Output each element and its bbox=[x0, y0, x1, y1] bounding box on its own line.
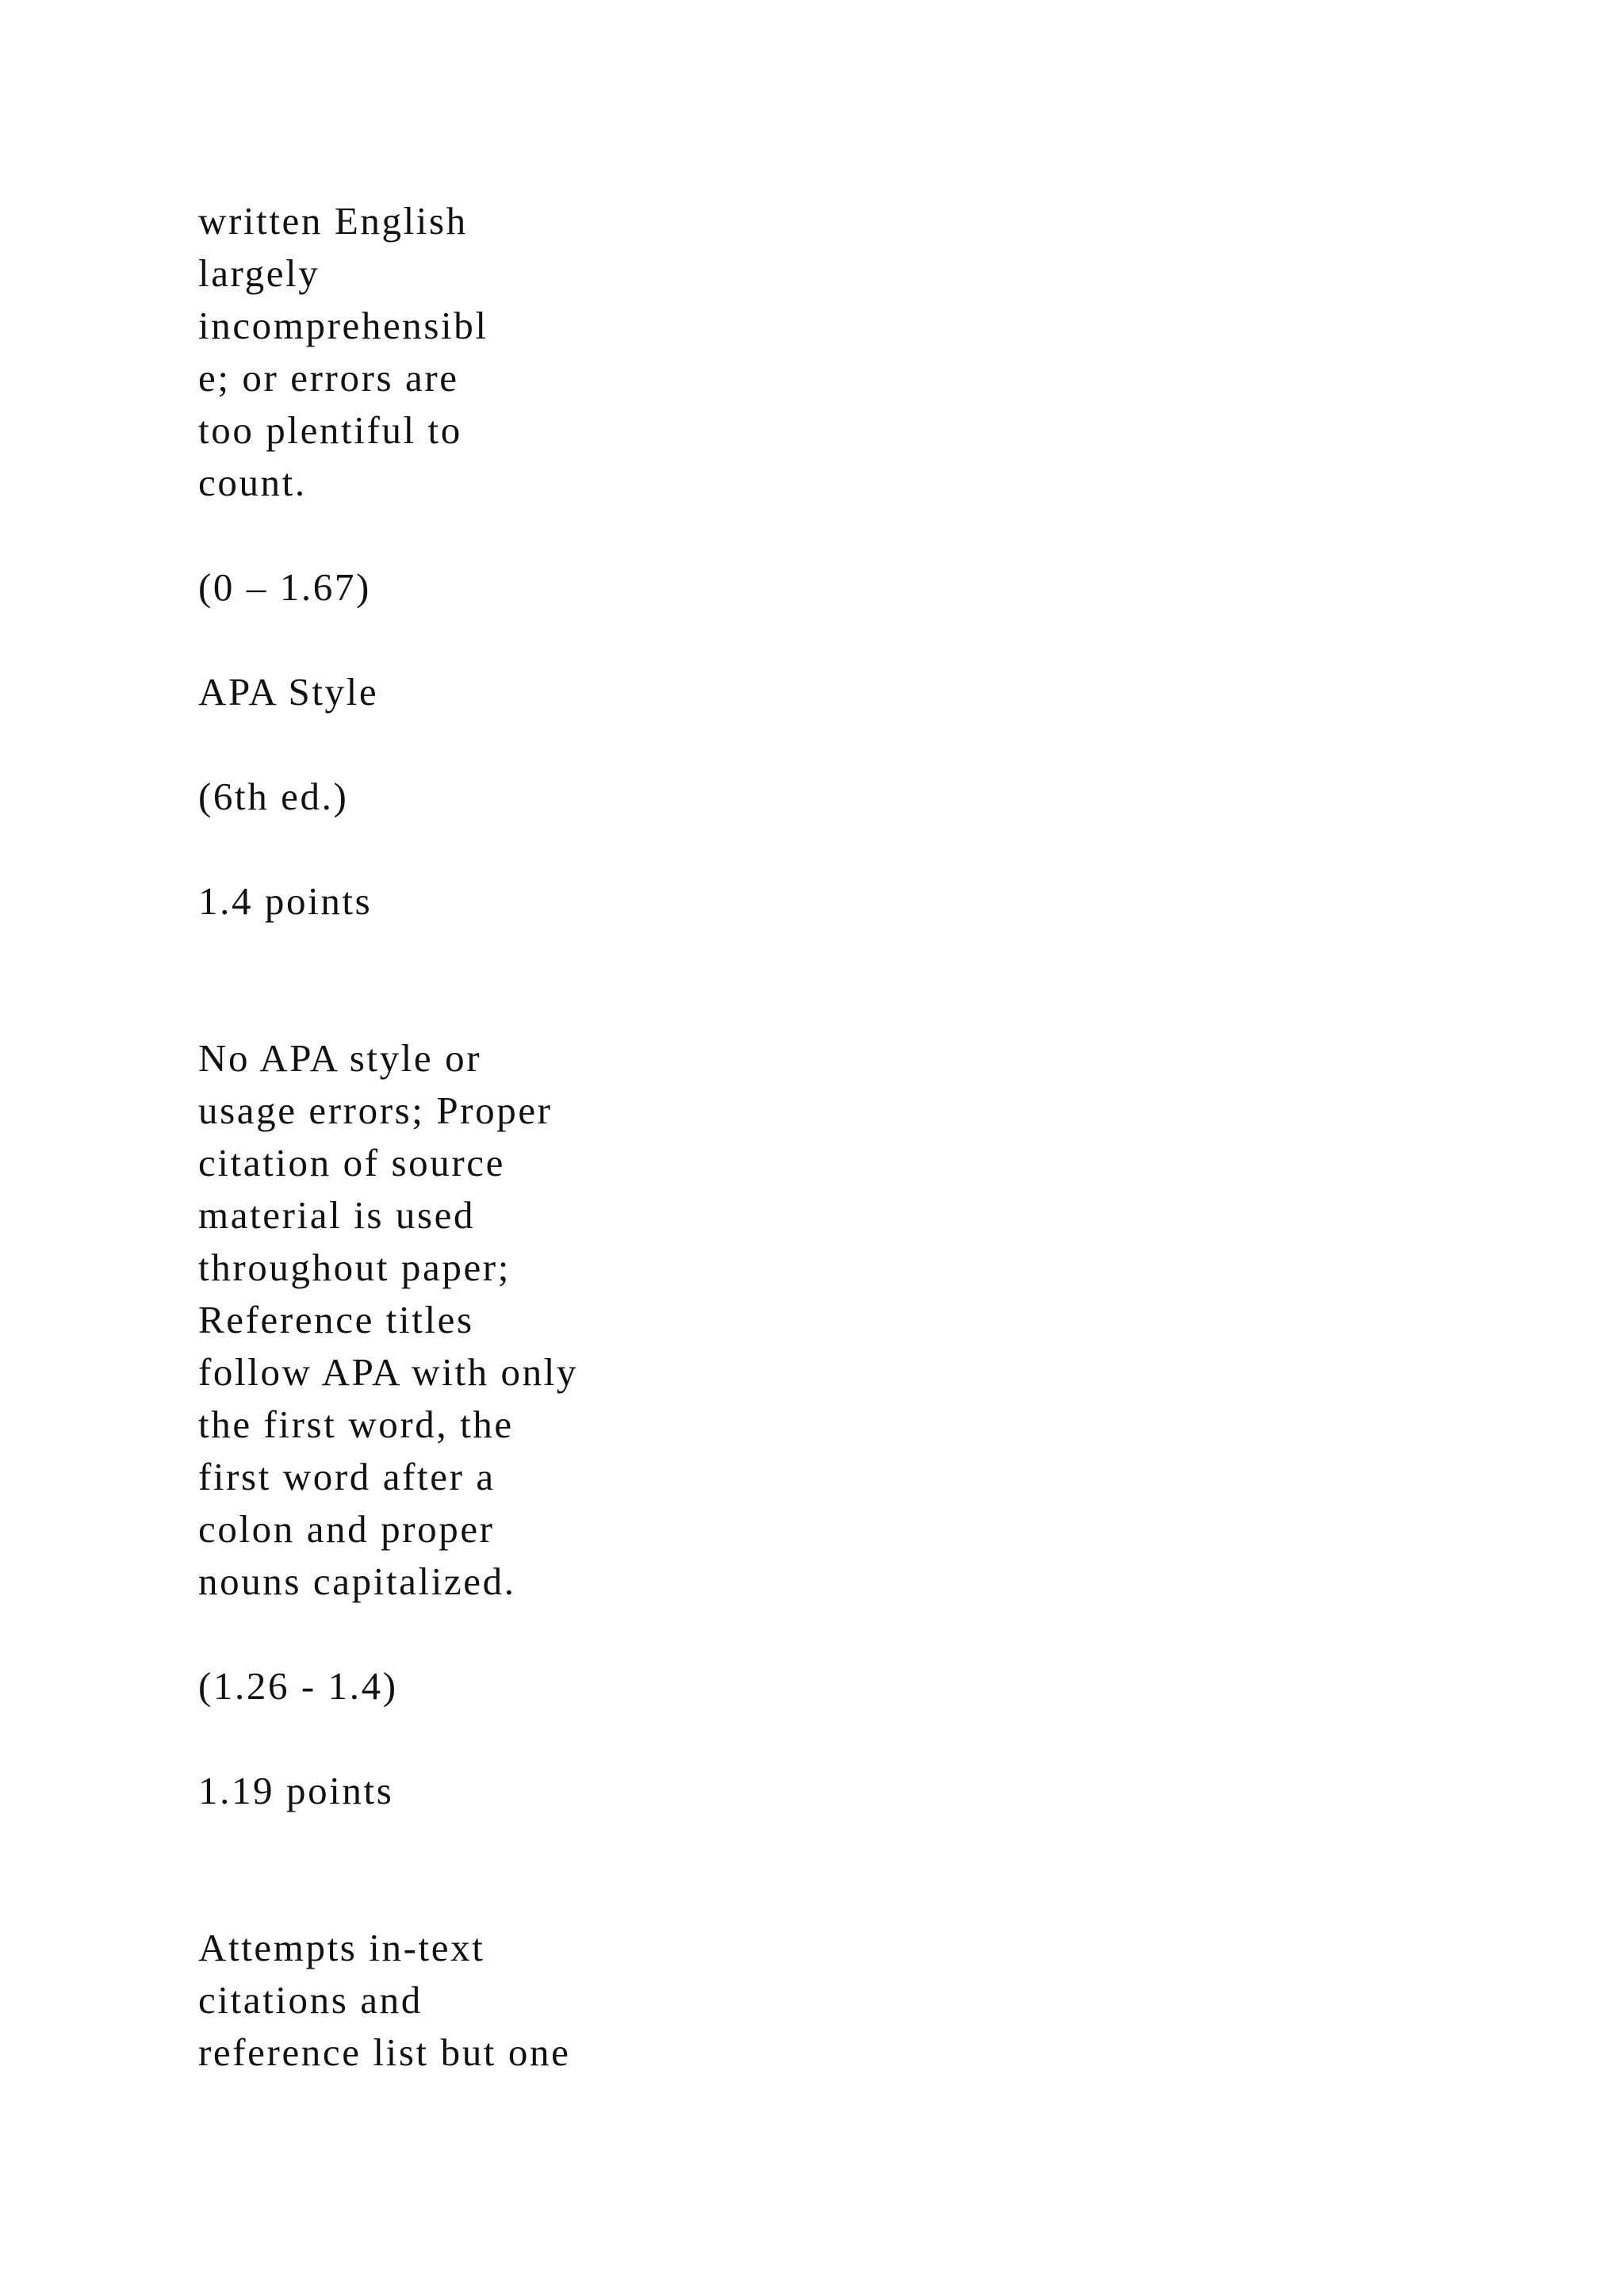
text-line: count. bbox=[198, 461, 307, 504]
rubric-text bbox=[198, 195, 1150, 2079]
criterion-points: 1.4 points bbox=[198, 879, 373, 923]
text-line: usage errors; Proper bbox=[198, 1089, 553, 1132]
text-line: Reference titles bbox=[198, 1298, 474, 1341]
paragraph-gap bbox=[198, 509, 1150, 561]
text-line: colon and proper bbox=[198, 1507, 495, 1551]
paragraph-gap bbox=[198, 614, 1150, 666]
text-line: citation of source bbox=[198, 1141, 505, 1184]
text-line: the first word, the bbox=[198, 1402, 514, 1446]
paragraph-gap bbox=[198, 928, 1150, 1032]
text-line: e; or errors are bbox=[198, 356, 459, 400]
score-range: (0 – 1.67) bbox=[198, 565, 371, 609]
text-line: No APA style or bbox=[198, 1036, 482, 1080]
text-line: largely bbox=[198, 251, 320, 295]
text-line: too plentiful to bbox=[198, 408, 462, 452]
text-line: incomprehensibl bbox=[198, 304, 488, 347]
text-line: nouns capitalized. bbox=[198, 1559, 516, 1603]
level-points: 1.19 points bbox=[198, 1769, 394, 1812]
text-line: first word after a bbox=[198, 1455, 496, 1498]
score-range: (1.26 - 1.4) bbox=[198, 1664, 398, 1708]
text-line: Attempts in-text bbox=[198, 1926, 485, 1969]
text-line: citations and bbox=[198, 1978, 423, 2022]
paragraph-gap bbox=[198, 1608, 1150, 1660]
paragraph-gap bbox=[198, 718, 1150, 771]
text-line: written English bbox=[198, 199, 468, 243]
criterion-title: APA Style bbox=[198, 670, 379, 714]
paragraph-gap bbox=[198, 1712, 1150, 1765]
text-line: material is used bbox=[198, 1193, 476, 1237]
paragraph-gap bbox=[198, 1817, 1150, 1922]
text-line: follow APA with only bbox=[198, 1350, 579, 1394]
text-line: reference list but one bbox=[198, 2030, 571, 2074]
text-line: throughout paper; bbox=[198, 1246, 511, 1289]
criterion-edition: (6th ed.) bbox=[198, 775, 349, 818]
paragraph-gap bbox=[198, 823, 1150, 875]
